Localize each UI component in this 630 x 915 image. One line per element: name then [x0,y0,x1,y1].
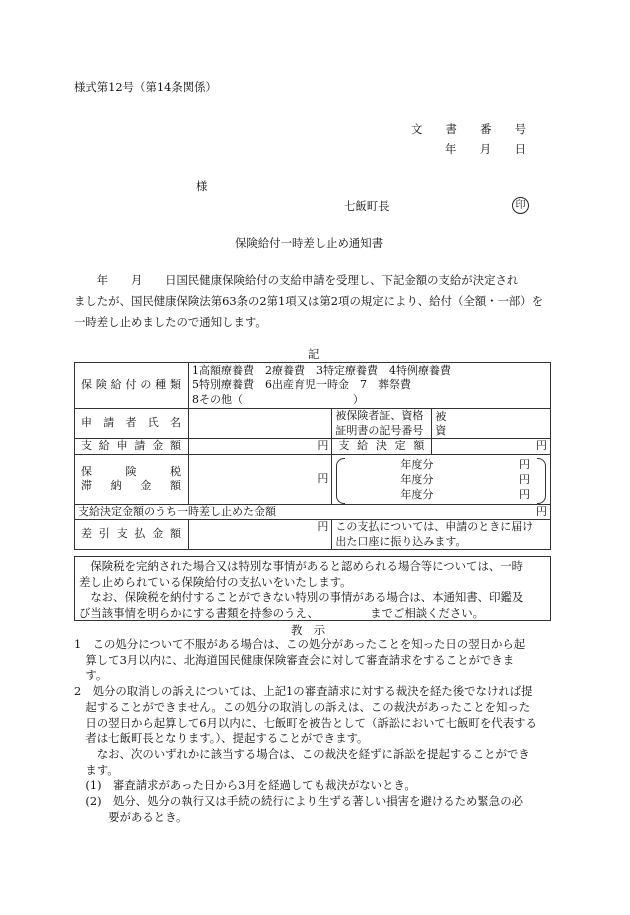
body-text [74,270,550,333]
fiscal-year-breakdown [332,454,551,504]
ki-heading: 記 [308,347,320,361]
sender-name: 七飯町長 [344,199,390,213]
table-row [75,520,551,550]
date-label: 年 月 日 [445,142,526,156]
benefit-table [74,362,551,550]
note-line: 保険税を完納された場合又は特別な事情があると認められる場合等については、一時 [79,559,524,573]
instruction-line: 算して3月以内に、北海道国民健康保険審査会に対して審査請求をすることができま [74,652,515,667]
instruction-line: 日の翌日から起算して6月以内に、七飯町を被告として（訴訟において七飯町を代表する [74,715,537,730]
table-row [75,363,551,409]
instruction-heading: 教 示 [291,623,326,637]
instruction-line: す。 [74,668,108,683]
note-line: なお、保険税を納付することができない特別の事情がある場合は、本通知書、印鑑及 [79,590,524,604]
instruction-line: (2) 処分、処分の執行又は手続の続行により生ずる著しい損害を避けるため緊急の必 [74,794,523,809]
form-number: 様式第12号（第14条関係） [74,80,217,94]
instruction-line: 要があるとき。 [74,809,188,824]
table-row [75,409,551,439]
insured-number-field[interactable] [432,409,551,439]
benefit-type-label: 保険給付の種類 [75,363,189,409]
instruction-line: 1 この処分について不服がある場合は、この処分があったことを知った日の翌日から起 [74,637,526,651]
body-line: 年 月 日国民健康保険給付の支給申請を受理し、下記金額の支給が決定され [74,273,519,287]
payment-request-label: 支給申請金額 [75,439,189,455]
document-title: 保険給付一時差し止め通知書 [235,236,384,250]
benefit-type-line: 8その他（ ） [191,392,364,406]
addressee-suffix: 様 [196,179,208,193]
instruction-line: 者は七飯町長となります。）、提起することができます。 [74,731,369,746]
net-payment-amount[interactable]: 円 [188,520,331,550]
applicant-name-label: 申請者氏名 [75,409,189,439]
applicant-name-field[interactable] [188,409,331,439]
instruction-line: (1) 審査請求があった日から3月を経過しても裁決がないとき。 [74,778,416,793]
instruction-line: 2 処分の取消しの訴えについては、上記1の審査請求に対する裁決を経た後でなければ提 [74,684,533,699]
left-brace [336,458,345,504]
suspended-amount-label: 支給決定金額のうち一時差し止めた金額 [78,504,276,518]
payment-decision-label: 支給決定額 [332,439,432,455]
fiscal-year-row[interactable]: 年度分 円 [400,472,530,486]
insured-vertical-text: 被資 [435,409,447,437]
instruction-line: ます。 [74,762,119,777]
payment-decision-amount[interactable]: 円 [432,439,551,455]
right-brace [537,458,546,504]
benefit-type-options [188,363,550,409]
insured-number-label: 被保険者証、資格 証明書の記号番号 [332,409,432,439]
net-payment-note: この支払については、申請のときに届け 出た口座に振り込みます。 [332,520,551,550]
net-payment-label: 差引支払金額 [75,520,189,550]
table-row [75,454,551,504]
suspended-amount-yen: 円 [536,504,547,518]
body-line: ましたが、国民健康保険法第63条の2第1項又は第2項の規定により、給付（全額・一部）を [74,294,544,308]
body-line: 一時差し止めましたので通知します。 [74,315,267,329]
fiscal-year-row[interactable]: 年度分 円 [400,457,530,471]
tax-arrears-total[interactable]: 円 [188,454,331,504]
instruction-line: 起することができません。この処分の取消しの訴えは、この裁決があったことを知った [74,699,531,714]
suspended-amount-row[interactable] [75,504,551,520]
tax-arrears-label: 保険税 滞納金額 [75,454,189,504]
notes-box [74,556,551,621]
instruction-text [74,637,537,825]
seal-mark: 印 [512,197,529,214]
payment-request-amount[interactable]: 円 [188,439,331,455]
note-line: 差し止められている保険給付の支払いをいたします。 [79,574,352,589]
table-row [75,439,551,455]
benefit-type-line: 5特別療養費 6出産育児一時金 7 葬祭費 [191,378,411,392]
document-number-label: 文 書 番 号 [411,122,526,136]
note-line: び当該事情を明らかにする書類を持参のうえ、 までご相談ください。 [79,605,485,620]
fiscal-year-row[interactable]: 年度分 円 [400,487,530,501]
table-row [75,504,551,520]
benefit-type-line: 1高額療養費 2療養費 3特定療養費 4特例療養費 [191,363,451,377]
instruction-line: なお、次のいずれかに該当する場合は、この裁決を経ずに訴訟を提起することができ [74,746,530,761]
